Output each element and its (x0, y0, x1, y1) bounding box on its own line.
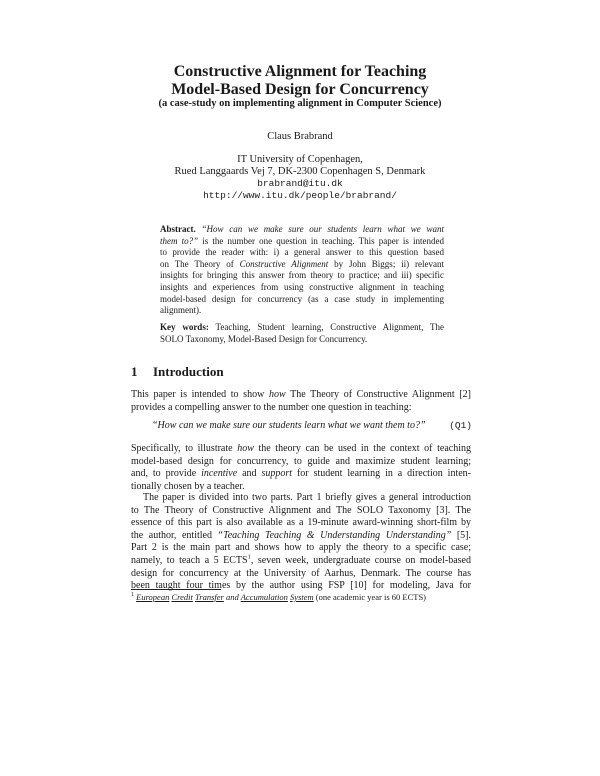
author-name: Claus Brabrand (267, 131, 333, 142)
section-heading (131, 364, 224, 380)
footnote: $^1$ European Credit Transfer and Accumulation System (one academic year is 60 ECTS) (131, 592, 427, 602)
section-number: 1 (131, 364, 138, 379)
section-title: Introduction (153, 364, 224, 379)
keywords-label: Key words: (160, 322, 209, 332)
abstract (160, 224, 444, 317)
paragraph-2: Specifically, to illustrate how the theory can be used in the context of teaching model-based design for concurrency, to guide and maximize student learning; and, to provide incentive and support for student learning in a direction inten- tionally chosen by a teacher. (131, 443, 471, 492)
keywords-line: Key words: Teaching, Student learning, Constructive Alignment, The (160, 322, 444, 332)
abstract-line: alignment). (160, 305, 202, 316)
paper-subtitle: (a case-study on implementing alignment in Computer Science) (158, 98, 442, 109)
keywords (160, 322, 444, 345)
author-email: brabrand@itu.dk (257, 178, 343, 189)
question-text: “How can we make sure our students learn what we want them to?” (152, 420, 426, 431)
affiliation-line2: Rued Langgaards Vej 7, DK-2300 Copenhagen S, Denmark (174, 166, 426, 177)
question-q1 (152, 420, 472, 433)
abstract-line: them to?” is the number one question in teaching. This paper is intended (160, 235, 444, 246)
abstract-question: “How can we make sure our students learn what we want (201, 224, 444, 234)
author-url: http://www.itu.dk/people/brabrand/ (203, 190, 397, 201)
abstract-line: on The Theory of Constructive Alignment by John Biggs; ii) relevant (160, 258, 444, 269)
paper-title-line2: Model-Based Design for Concurrency (171, 81, 429, 98)
keywords-line: SOLO Taxonomy, Model-Based Design for Concurrency. (160, 333, 368, 344)
footnote-rule (131, 589, 221, 590)
abstract-label: Abstract. (160, 224, 196, 234)
paper-title-line1: Constructive Alignment for Teaching (173, 63, 427, 80)
abstract-line (160, 224, 444, 236)
footnote-mark: 1 (131, 592, 134, 599)
abstract-line: model-based design for concurrency (as a case study in implementing (160, 293, 444, 304)
affiliation-line1: IT University of Copenhagen, (237, 154, 363, 165)
paragraph-3: The paper is divided into two parts. Part 1 briefly gives a general introduction to The Theory of Constructive Alignment and The SOLO Taxonomy [3]. The essence of this part is also available as a 19-minute award-winning short-film by the author, entitled “Teaching Teaching & Understanding Understanding” [5]. Part 2 is the main part and shows how to apply the theory to a specific case; namely, to teach a 5 ECTS$^1$, seven week, undergraduate course on model-based design for concurrency at the University of Aarhus, Denmark. The course has been taught four times by the author using FSP [10] for modeling, Java for (131, 492, 471, 592)
abstract-line: to provide the reader with: i) a general answer to this question based (160, 247, 444, 258)
footnote-ref[interactable]: 1 (247, 553, 251, 561)
paragraph-1: This paper is intended to show how The Theory of Constructive Alignment [2] provides a compelling answer to the number one question in teaching: (131, 389, 471, 413)
abstract-line: insights for bringing this answer from theory to practice; and iii) specific (160, 270, 444, 281)
abstract-line: insights and experiences from using constructive alignment in teaching (160, 281, 444, 292)
equation-tag: (Q1) (449, 420, 472, 431)
